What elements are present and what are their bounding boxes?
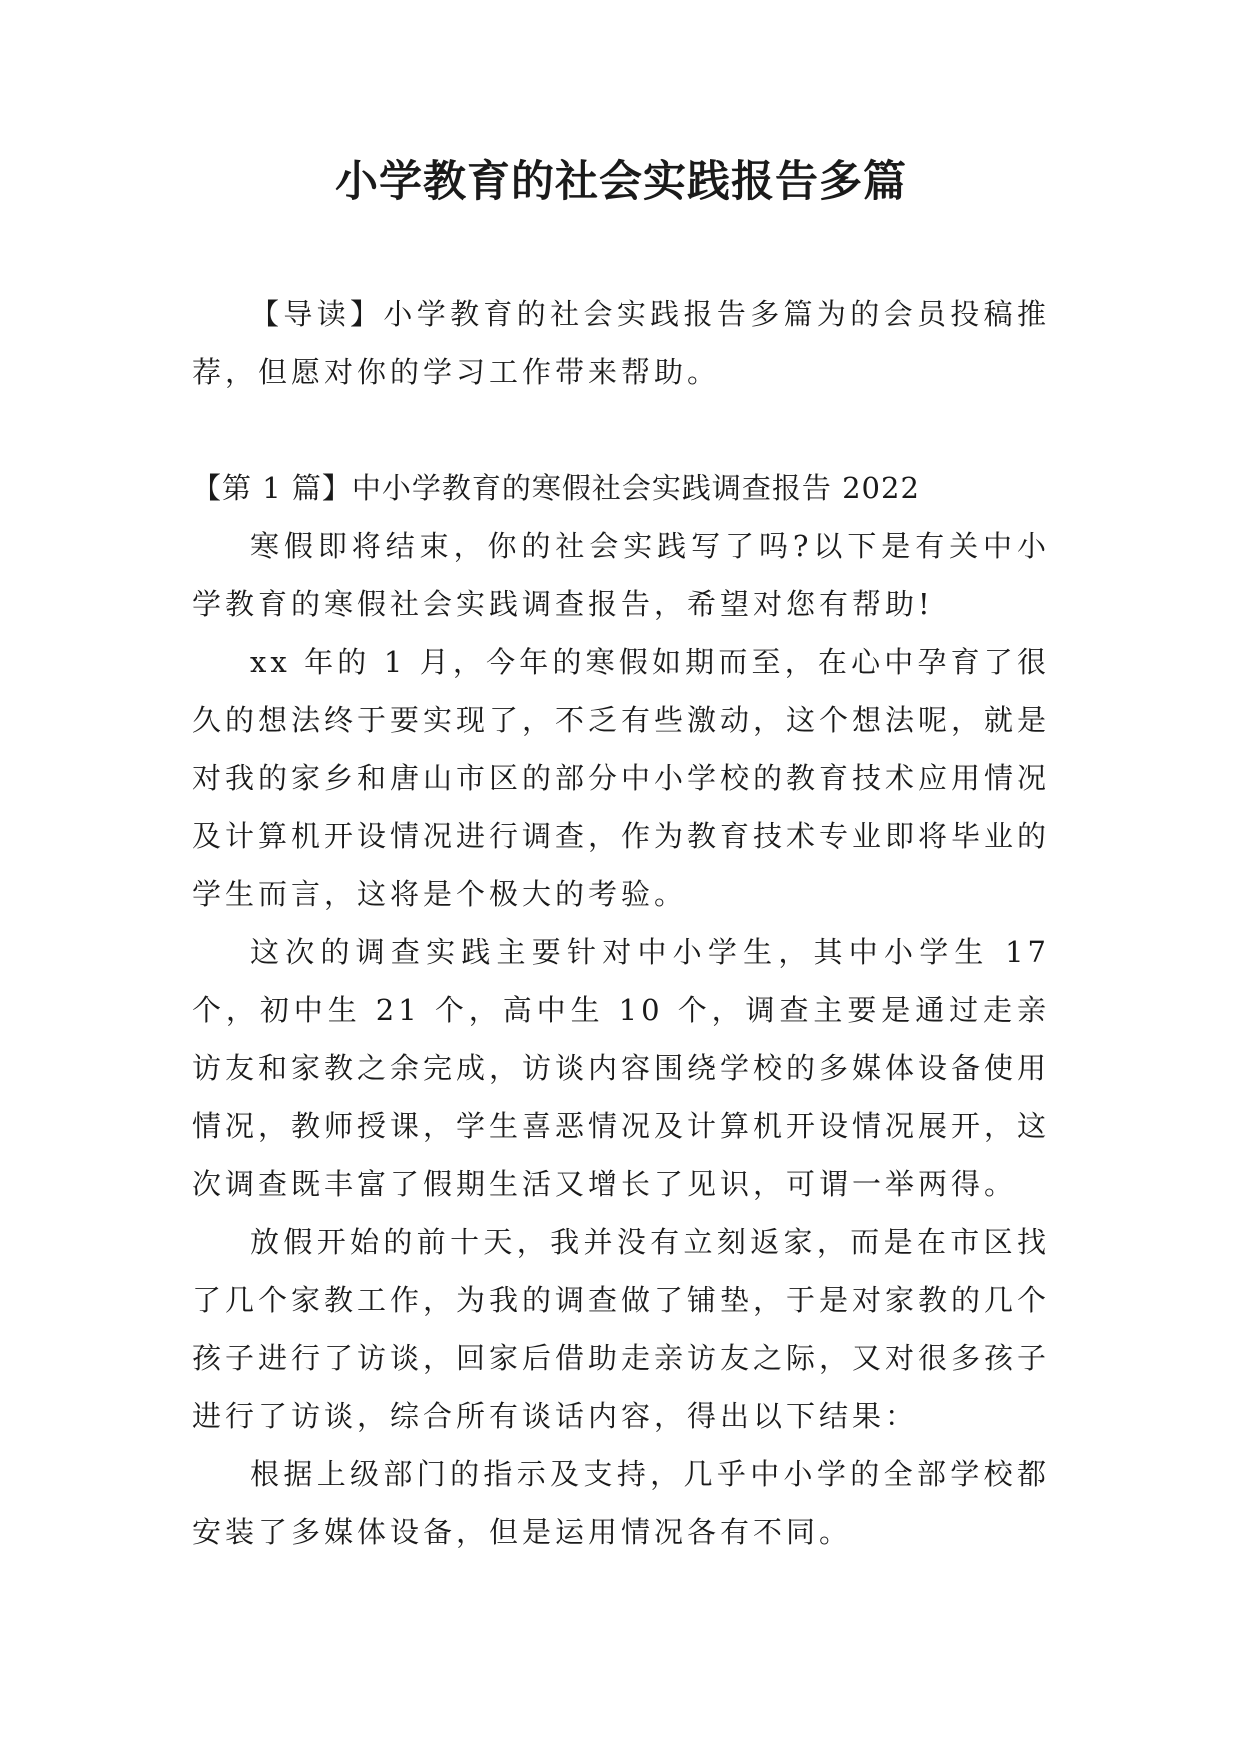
body-paragraph: 根据上级部门的指示及支持，几乎中小学的全部学校都安装了多媒体设备，但是运用情况各有不同。 <box>192 1457 1050 1549</box>
document-title: 小学教育的社会实践报告多篇 <box>335 157 907 207</box>
body-paragraph: xx 年的 1 月，今年的寒假如期而至，在心中孕育了很久的想法终于要实现了，不乏有些激动，这个想法呢，就是对我的家乡和唐山市区的部分中小学校的教育技术应用情况及计算机开设情况进行调查，作为教育技术专业即将毕业的学生而言，这将是个极大的考验。 <box>192 645 1051 911</box>
document-body <box>192 285 1050 1561</box>
body-paragraph: 放假开始的前十天，我并没有立刻返家，而是在市区找了几个家教工作，为我的调查做了铺垫，于是对家教的几个孩子进行了访谈，回家后借助走亲访友之际，又对很多孩子进行了访谈，综合所有谈话内容，得出以下结果： <box>192 1225 1051 1433</box>
body-paragraph: 寒假即将结束，你的社会实践写了吗?以下是有关中小学教育的寒假社会实践调查报告，希望对您有帮助! <box>192 529 1050 621</box>
body-paragraph: 这次的调查实践主要针对中小学生，其中小学生 17 个，初中生 21 个，高中生 10 个，调查主要是通过走亲访友和家教之余完成，访谈内容围绕学校的多媒体设备使用情况，教师授课，学生喜恶情况及计算机开设情况展开，这次调查既丰富了假期生活又增长了见识，可谓一举两得。 <box>192 935 1051 1201</box>
section-heading: 【第 1 篇】中小学教育的寒假社会实践调查报告 2022 <box>192 471 920 505</box>
lead-paragraph: 【导读】小学教育的社会实践报告多篇为的会员投稿推荐，但愿对你的学习工作带来帮助。 <box>192 297 1050 389</box>
